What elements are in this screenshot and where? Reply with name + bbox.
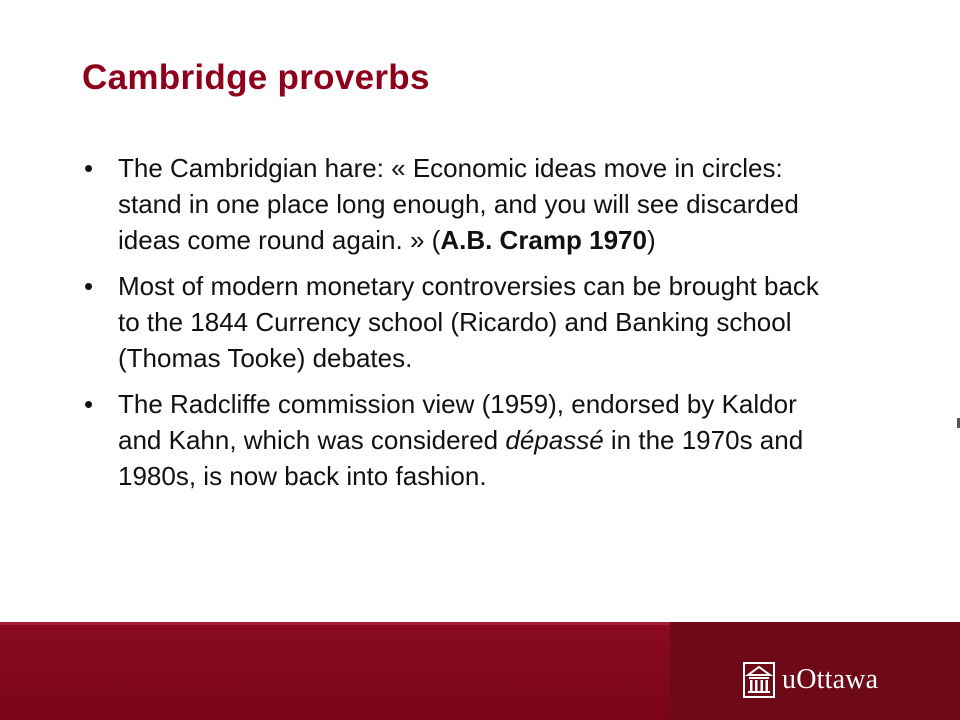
bullet-item — [80, 150, 840, 258]
bullet-item — [80, 386, 840, 494]
bullet-text: The Radcliffe commission view (1959), endorsed by Kaldor and Kahn, which was considered — [118, 389, 797, 455]
bullet-text: The Cambridgian hare: « Economic ideas move in circles: stand in one place long enough, and you will see discarded ideas come round again. » ( — [118, 153, 799, 255]
italic-term: dépassé — [505, 425, 604, 455]
bullet-item — [80, 268, 840, 376]
bullet-text-end: ) — [646, 225, 656, 255]
bullet-list — [80, 150, 840, 504]
logo-wordmark: uOttawa — [782, 664, 879, 695]
bullet-text-end: in the 1970s and 1980s, is now back into fashion. — [118, 425, 804, 491]
bullet-dot: • — [84, 153, 94, 183]
slide-title: Cambridge proverbs — [82, 58, 430, 97]
bullet-text: Most of modern monetary controversies can be brought back to the 1844 Currency school (Ricardo) and Banking school (Thomas Tooke) debates. — [118, 271, 819, 373]
citation-bold: A.B. Cramp 1970 — [440, 225, 647, 255]
bullet-dot: • — [84, 271, 94, 301]
building-icon — [742, 661, 776, 699]
bullet-dot: • — [84, 389, 94, 419]
uottawa-logo — [742, 660, 878, 700]
